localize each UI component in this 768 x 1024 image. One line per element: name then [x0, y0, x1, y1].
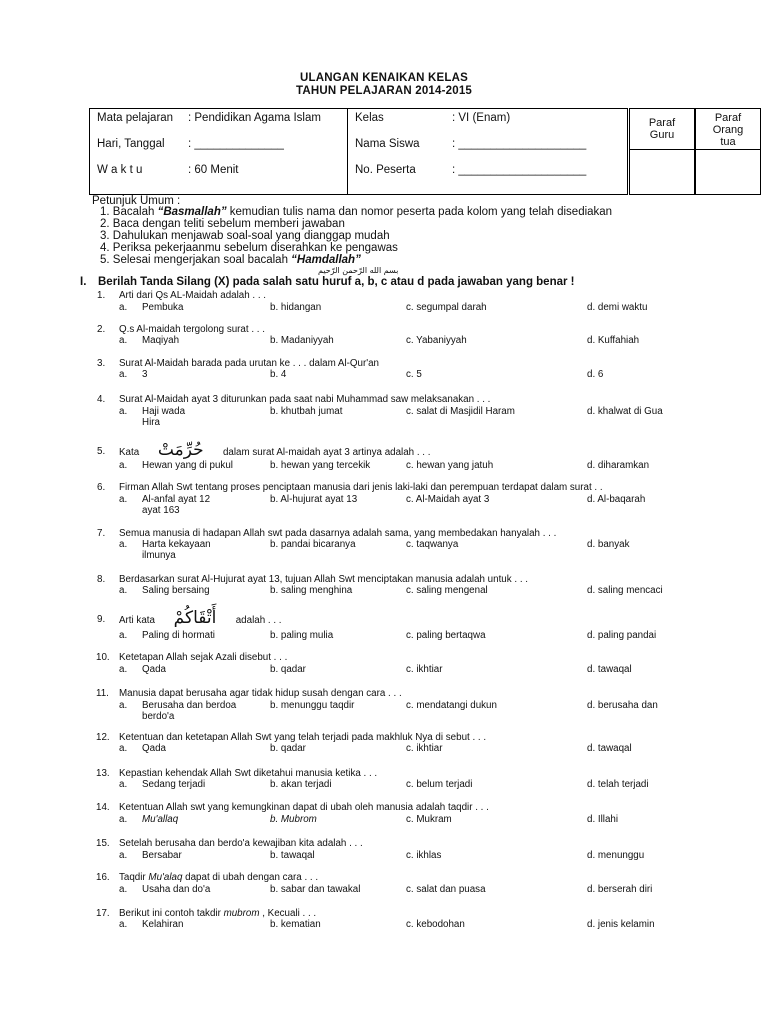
paraf-ortu-line2: Orang — [712, 124, 744, 136]
option-a[interactable] — [119, 539, 211, 550]
option-a-text: Usaha dan do'a — [142, 884, 211, 895]
option-c[interactable]: c. salat dan puasa — [406, 884, 486, 895]
paraf-guru-line2: Guru — [649, 129, 675, 141]
exam-year: TAHUN PELAJARAN 2014-2015 — [295, 85, 473, 97]
instruction-emphasis: “Hamdallah” — [291, 254, 361, 266]
option-c[interactable]: c. salat di Masjidil Haram — [406, 406, 515, 417]
option-a-text: Harta kekayaan — [142, 539, 211, 550]
option-a-text: Hewan yang di pukul — [142, 460, 233, 471]
section-instruction: Berilah Tanda Silang (X) pada salah satu huruf a, b, c atau d pada jawaban yang benar ! — [98, 276, 575, 288]
option-letter: a. — [119, 814, 128, 825]
question-text-end: dalam surat Al-maidah ayat 3 artinya adalah . . . — [222, 447, 431, 458]
option-b[interactable]: b. pandai bicaranya — [270, 539, 356, 550]
option-letter: a. — [119, 406, 128, 417]
student-info-box — [89, 108, 628, 195]
option-letter: a. — [119, 919, 128, 930]
option-a[interactable] — [119, 743, 166, 754]
question-number: 14. — [96, 802, 110, 813]
instruction-text-end: kemudian tulis nama dan nomor peserta pada kolom yang telah disediakan — [226, 206, 613, 218]
date-label: Hari, Tanggal — [97, 138, 165, 150]
option-letter: a. — [119, 494, 128, 505]
instruction-item — [100, 242, 398, 254]
option-b[interactable]: b. kematian — [270, 919, 321, 930]
parent-signature-area[interactable] — [696, 149, 760, 195]
section-heading — [80, 276, 575, 288]
class-label: Kelas — [355, 112, 384, 124]
option-c[interactable]: c. ikhtiar — [406, 664, 443, 675]
participant-number-label: No. Peserta — [355, 164, 416, 176]
option-a[interactable] — [119, 814, 178, 825]
option-c[interactable]: c. Al-Maidah ayat 3 — [406, 494, 490, 505]
question-text: Ketentuan Allah swt yang kemungkinan dapat di ubah oleh manusia adalah taqdir . . . — [119, 802, 489, 813]
option-a[interactable] — [119, 335, 179, 346]
class-value: : VI (Enam) — [452, 112, 511, 124]
paraf-ortu-line1: Paraf — [714, 112, 742, 124]
option-letter: a. — [119, 302, 128, 313]
subject-label: Mata pelajaran — [97, 112, 174, 124]
option-d[interactable]: d. Kuffahiah — [587, 335, 640, 346]
question-text: Semua manusia di hadapan Allah swt pada dasarnya adalah sama, yang membedakan hanyalah . . . — [119, 528, 557, 539]
option-a-text: Berusaha dan berdoa — [142, 700, 237, 711]
option-a[interactable] — [119, 779, 205, 790]
instruction-emphasis: “Basmallah” — [157, 206, 227, 218]
question-text — [119, 608, 282, 628]
option-b[interactable]: b. Madaniyyah — [270, 335, 334, 346]
option-c[interactable]: c. hewan yang jatuh — [406, 460, 494, 471]
option-d[interactable]: d. berusaha dan — [587, 700, 658, 711]
option-d[interactable]: d. tawaqal — [587, 743, 632, 754]
teacher-signature-area[interactable] — [630, 149, 694, 195]
option-a[interactable] — [119, 630, 215, 641]
question-text — [119, 908, 316, 919]
option-a-text: Kelahiran — [142, 919, 184, 930]
option-a-text: Bersabar — [142, 850, 182, 861]
question-number: 2. — [97, 324, 106, 335]
info-divider — [347, 109, 348, 194]
option-a[interactable] — [119, 460, 233, 471]
option-b[interactable]: b. 4 — [270, 369, 287, 380]
question-text-start: Kata — [119, 447, 142, 458]
teacher-signature-box — [629, 108, 695, 195]
option-c[interactable]: c. mendatangi dukun — [406, 700, 497, 711]
option-letter: a. — [119, 585, 128, 596]
option-a-text: 3 — [142, 369, 148, 380]
option-c[interactable]: c. kebodohan — [406, 919, 465, 930]
option-a-text: Qada — [142, 743, 166, 754]
question-number: 4. — [97, 394, 106, 405]
student-name-label: Nama Siswa — [355, 138, 420, 150]
option-c[interactable]: c. Yabaniyyah — [406, 335, 467, 346]
option-letter: a. — [119, 743, 128, 754]
subject-value: : Pendidikan Agama Islam — [188, 112, 321, 124]
participant-number-field[interactable]: : ____________________ — [452, 164, 587, 176]
option-c[interactable]: c. 5 — [406, 369, 422, 380]
question-number: 7. — [97, 528, 106, 539]
option-a[interactable] — [119, 700, 236, 711]
option-a[interactable] — [119, 664, 166, 675]
option-d[interactable]: d. diharamkan — [587, 460, 650, 471]
option-b[interactable]: b. qadar — [270, 743, 306, 754]
option-b[interactable]: b. Al-hujurat ayat 13 — [270, 494, 358, 505]
option-c[interactable]: c. paling bertaqwa — [406, 630, 486, 641]
question-text: Setelah berusaha dan berdo'a kewajiban kita adalah . . . — [119, 838, 363, 849]
instruction-item — [100, 230, 390, 242]
option-letter: a. — [119, 850, 128, 861]
question-text: Kepastian kehendak Allah Swt diketahui manusia ketika . . . — [119, 768, 378, 779]
option-a[interactable] — [119, 919, 183, 930]
option-a[interactable] — [119, 585, 210, 596]
option-c[interactable]: c. taqwanya — [406, 539, 459, 550]
paraf-ortu-line3: tua — [720, 136, 736, 148]
instruction-number: 1. — [100, 206, 113, 218]
option-c[interactable]: c. ikhlas — [406, 850, 442, 861]
instruction-text: Selesai mengerjakan soal bacalah — [112, 254, 292, 266]
question-text: Ketetapan Allah sejak Azali disebut . . . — [119, 652, 288, 663]
student-name-field[interactable]: : ____________________ — [452, 138, 587, 150]
option-b[interactable]: b. hewan yang tercekik — [270, 460, 371, 471]
option-b[interactable]: b. akan terjadi — [270, 779, 332, 790]
instruction-item — [100, 218, 345, 230]
option-letter: a. — [119, 460, 128, 471]
option-a-text: Pembuka — [142, 302, 184, 313]
question-number: 13. — [96, 768, 110, 779]
parent-signature-box — [695, 108, 761, 195]
parent-signature-label — [696, 112, 760, 148]
option-d[interactable]: d. berserah diri — [587, 884, 653, 895]
paraf-guru-line1: Paraf — [648, 117, 676, 129]
instruction-number: 2. — [100, 218, 113, 230]
question-text-end: , Kecuali . . . — [262, 908, 317, 919]
instructions-label: Petunjuk Umum : — [92, 195, 181, 207]
option-c[interactable]: c. Mukram — [406, 814, 452, 825]
option-d[interactable]: d. khalwat di Gua — [587, 406, 663, 417]
option-a-text: Sedang terjadi — [142, 779, 206, 790]
option-d[interactable]: d. banyak — [587, 539, 630, 550]
question-number: 16. — [96, 872, 110, 883]
option-d[interactable]: d. 6 — [587, 369, 604, 380]
option-d[interactable]: d. tawaqal — [587, 664, 632, 675]
date-field[interactable]: : ______________ — [188, 138, 284, 150]
option-a-text: Haji wada — [142, 406, 186, 417]
question-number: 5. — [97, 446, 106, 457]
arabic-word: حُرِّمَتْ — [157, 440, 209, 460]
instruction-text: Baca dengan teliti sebelum memberi jawaban — [112, 218, 345, 230]
question-text: Manusia dapat berusaha agar tidak hidup susah dengan cara . . . — [119, 688, 402, 699]
exam-title: ULANGAN KENAIKAN KELAS — [300, 72, 468, 84]
section-number: I. — [80, 276, 87, 288]
question-text-start: Taqdir — [119, 872, 149, 883]
option-a-text: Maqiyah — [142, 335, 180, 346]
option-d[interactable]: d. Al-baqarah — [587, 494, 646, 505]
option-a-text: Al-anfal ayat 12 — [142, 494, 211, 505]
question-text: Surat Al-Maidah barada pada urutan ke . . . dalam Al-Qur'an — [119, 358, 380, 369]
option-letter: a. — [119, 884, 128, 895]
question-text-end: adalah . . . — [235, 615, 282, 626]
option-a-continuation: ayat 163 — [142, 505, 180, 516]
instruction-number: 5. — [100, 254, 113, 266]
option-b[interactable]: b. khutbah jumat — [270, 406, 343, 417]
option-letter: a. — [119, 335, 128, 346]
option-a-text: Qada — [142, 664, 166, 675]
time-label: W a k t u — [97, 164, 143, 176]
instruction-text: Bacalah — [112, 206, 158, 218]
question-number: 3. — [97, 358, 106, 369]
option-b[interactable]: b. hidangan — [270, 302, 322, 313]
teacher-signature-label — [630, 117, 694, 141]
question-number: 10. — [96, 652, 110, 663]
question-text: Q.s Al-maidah tergolong surat . . . — [119, 324, 265, 335]
option-a-continuation: Hira — [142, 417, 160, 428]
instruction-number: 3. — [100, 230, 113, 242]
option-a[interactable] — [119, 494, 210, 505]
option-letter: a. — [119, 779, 128, 790]
question-text-end: dapat di ubah dengan cara . . . — [185, 872, 319, 883]
option-a[interactable] — [119, 302, 183, 313]
question-number: 6. — [97, 482, 106, 493]
option-b[interactable]: b. paling mulia — [270, 630, 334, 641]
option-letter: a. — [119, 630, 128, 641]
option-d[interactable]: d. demi waktu — [587, 302, 648, 313]
option-a-text: Mu'allaq — [142, 814, 179, 825]
option-letter: a. — [119, 369, 128, 380]
option-letter: a. — [119, 700, 128, 711]
option-a-text: Saling bersaing — [142, 585, 210, 596]
question-text-start: Berikut ini contoh takdir — [119, 908, 224, 919]
question-text: Arti dari Qs AL-Maidah adalah . . . — [119, 290, 267, 301]
basmalah-text: بسم الله الرّحمن الرّحيم — [318, 266, 399, 275]
option-c[interactable]: c. belum terjadi — [406, 779, 473, 790]
option-letter: a. — [119, 539, 128, 550]
option-a[interactable] — [119, 369, 147, 380]
instruction-number: 4. — [100, 242, 113, 254]
option-a[interactable] — [119, 884, 210, 895]
question-text: Ketentuan dan ketetapan Allah Swt yang telah terjadi pada makhluk Nya di sebut . . . — [119, 732, 487, 743]
question-number: 17. — [96, 908, 110, 919]
question-text: Berdasarkan surat Al-Hujurat ayat 13, tujuan Allah Swt menciptakan manusia adalah untuk . . . — [119, 574, 528, 585]
question-text-italic: mubrom — [223, 908, 260, 919]
option-a[interactable] — [119, 406, 185, 417]
option-letter: a. — [119, 664, 128, 675]
question-text — [119, 440, 430, 460]
instruction-item — [100, 206, 612, 218]
question-number: 12. — [96, 732, 110, 743]
question-number: 9. — [97, 614, 106, 625]
option-d[interactable]: d. telah terjadi — [587, 779, 649, 790]
question-text — [119, 872, 318, 883]
option-a-text: Paling di hormati — [142, 630, 215, 641]
option-d[interactable]: d. jenis kelamin — [587, 919, 655, 930]
option-b[interactable]: b. sabar dan tawakal — [270, 884, 361, 895]
option-b[interactable]: b. menunggu taqdir — [270, 700, 355, 711]
option-a[interactable] — [119, 850, 182, 861]
question-number: 11. — [96, 688, 109, 699]
option-b[interactable]: b. tawaqal — [270, 850, 315, 861]
option-b[interactable]: b. qadar — [270, 664, 306, 675]
instruction-text: Periksa pekerjaanmu sebelum diserahkan ke pengawas — [112, 242, 398, 254]
question-text: Firman Allah Swt tentang proses penciptaan manusia dari jenis laki-laki dan perempuan terdapat dalam surat . . — [119, 482, 603, 493]
question-number: 1. — [97, 290, 106, 301]
option-d[interactable]: d. paling pandai — [587, 630, 657, 641]
option-d[interactable]: d. menunggu — [587, 850, 645, 861]
option-a-continuation: berdo'a — [142, 711, 175, 722]
option-d[interactable]: d. Illahi — [587, 814, 619, 825]
option-b[interactable]: b. saling menghina — [270, 585, 353, 596]
instruction-item — [100, 254, 361, 266]
question-text-start: Arti kata — [119, 615, 158, 626]
question-text-italic: Mu'alaq — [148, 872, 183, 883]
arabic-word: أَتْقَاكُمْ — [173, 608, 222, 628]
option-a-continuation: ilmunya — [142, 550, 176, 561]
question-number: 15. — [96, 838, 110, 849]
option-c[interactable]: c. ikhtiar — [406, 743, 443, 754]
option-c[interactable]: c. saling mengenal — [406, 585, 488, 596]
time-value: : 60 Menit — [188, 164, 239, 176]
option-d[interactable]: d. saling mencaci — [587, 585, 663, 596]
instruction-text: Dahulukan menjawab soal-soal yang dianggap mudah — [112, 230, 390, 242]
question-text: Surat Al-Maidah ayat 3 diturunkan pada saat nabi Muhammad saw melaksanakan . . . — [119, 394, 491, 405]
option-b[interactable]: b. Mubrom — [270, 814, 317, 825]
option-c[interactable]: c. segumpal darah — [406, 302, 487, 313]
question-number: 8. — [97, 574, 106, 585]
